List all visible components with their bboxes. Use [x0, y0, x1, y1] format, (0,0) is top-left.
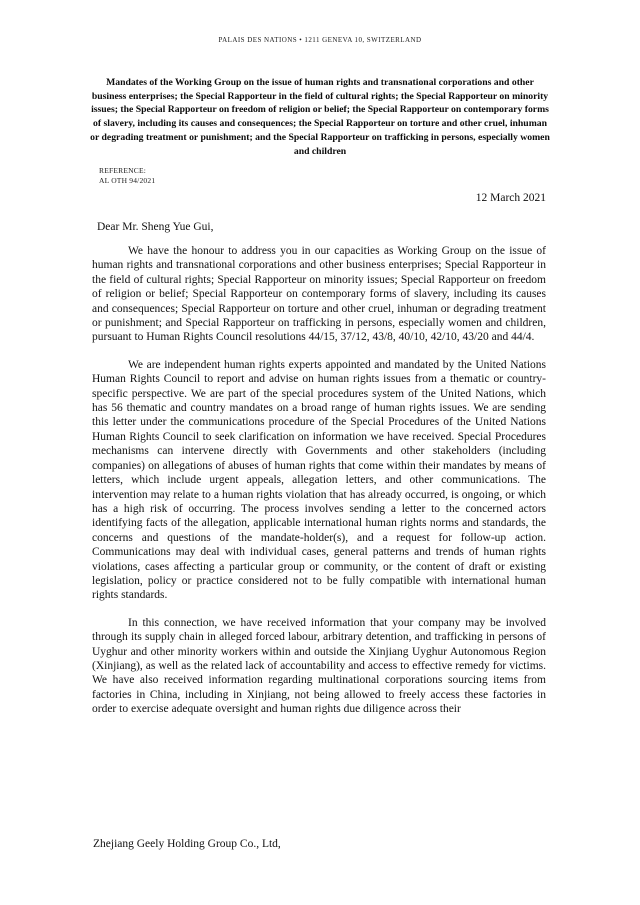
mandates-block: Mandates of the Working Group on the issue of human rights and transnational corporations and other business enterprises; the Special Rapporteur in the field of cultural rights; the Special Rapporteur on minority issues; the Special Rapporteur on freedom of religion or belief; the Special Rapporteur on contemporary forms of slavery, including its causes and consequences; the Special Rapporteur on torture and other cruel, inhuman or degrading treatment or punishment; and the Special Rapporteur on trafficking in persons, especially women and children: [90, 77, 550, 157]
paragraph-allegations: In this connection, we have received information that your company may be involved through its supply chain in alleged forced labour, arbitrary detention, and trafficking in persons of Uyghur and other minority workers within and outside the Xinjiang Uyghur Autonomous Region (Xinjiang), as well as the related lack of accountability and access to effective remedy for victims. We have also received information regarding multinational corporations sourcing items from factories in China, including in Xinjiang, not being allowed to freely access these factories in order to exercise adequate oversight and human rights due diligence across their: [92, 616, 546, 716]
letterhead: PALAIS DES NATIONS • 1211 GENEVA 10, SWITZERLAND: [218, 36, 422, 44]
reference-block: [99, 166, 155, 186]
paragraph-capacities: We have the honour to address you in our capacities as Working Group on the issue of human rights and transnational corporations and other business enterprises; Special Rapporteur in the field of cultural rights; Special Rapporteur on minority issues; Special Rapporteur on freedom of religion or belief; Special Rapporteur on contemporary forms of slavery, including its causes and consequences; Special Rapporteur on torture and other cruel, inhuman or degrading treatment or punishment; and Special Rapporteur on trafficking in persons, especially women and children, pursuant to Human Rights Council resolutions 44/15, 37/12, 43/8, 40/10, 42/10, 43/20 and 44/4.: [92, 245, 546, 344]
addressee-line: Zhejiang Geely Holding Group Co., Ltd,: [93, 838, 281, 850]
salutation: Dear Mr. Sheng Yue Gui,: [97, 221, 214, 233]
reference-number: AL OTH 94/2021: [99, 176, 156, 185]
letter-date: 12 March 2021: [475, 192, 546, 204]
letter-body: [92, 244, 546, 730]
reference-label: REFERENCE:: [99, 166, 147, 175]
paragraph-special-procedures: We are independent human rights experts appointed and mandated by the United Nations Human Rights Council to report and advise on human rights issues from a thematic or country-specific perspective. We are part of the special procedures system of the United Nations, which has 56 thematic and country mandates on a broad range of human rights issues. We are sending this letter under the communications procedure of the Special Procedures of the United Nations Human Rights Council to seek clarification on information we have received. Special Procedures mechanisms can intervene directly with Governments and other stakeholders (including companies) on allegations of abuses of human rights that come within their mandates by means of letters, which include urgent appeals, allegation letters, and other communications. The intervention may relate to a human rights violation that has already occurred, is ongoing, or which has a high risk of occurring. The process involves sending a letter to the concerned actors identifying facts of the allegation, applicable international human rights norms and standards, the concerns and questions of the mandate-holder(s), and a request for follow-up action. Communications may deal with individual cases, general patterns and trends of human rights violations, cases affecting a particular group or community, or the content of draft or existing legislation, policy or practice considered not to be fully compatible with international human rights standards.: [92, 358, 546, 602]
